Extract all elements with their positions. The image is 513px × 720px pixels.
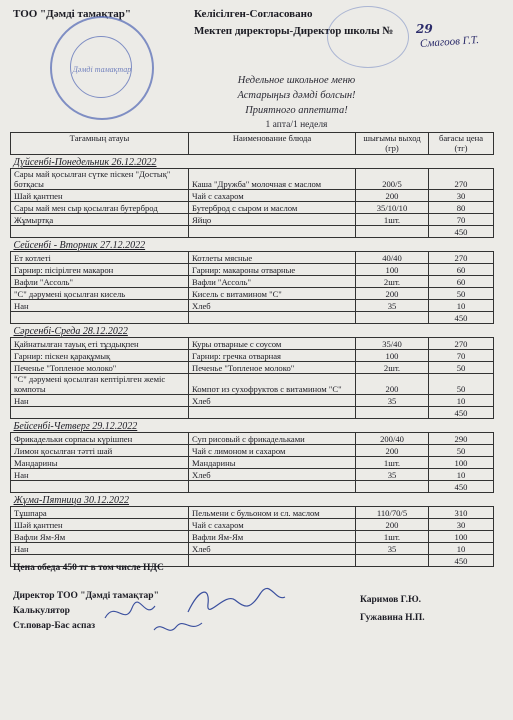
table-row: [11, 214, 494, 226]
russian-greeting: Приятного аппетита!: [245, 105, 348, 116]
dish-yield: 200: [356, 288, 429, 300]
dish-yield: 35/10/10: [356, 202, 429, 214]
dish-name-kz: Вафли "Ассоль": [11, 276, 189, 288]
dish-name-kz: Нан: [11, 469, 189, 481]
dish-name-kz: Гарнир: пісірілген макарон: [11, 264, 189, 276]
day-title: Сейсенбі - Вторник 27.12.2022: [11, 238, 494, 252]
dish-price: 80: [429, 202, 494, 214]
dish-price: 270: [429, 338, 494, 350]
day-total: 450: [429, 226, 494, 238]
dish-yield: 35: [356, 469, 429, 481]
table-row: [11, 395, 494, 407]
dish-price: 10: [429, 395, 494, 407]
dish-name-ru: Суп рисовый с фрикадельками: [189, 433, 356, 445]
table-row: [11, 202, 494, 214]
table-row: [11, 252, 494, 264]
dish-price: 70: [429, 350, 494, 362]
day-title: Дүйсенбі-Понедельник 26.12.2022: [11, 155, 494, 169]
dish-name-ru: Каша "Дружба" молочная с маслом: [189, 169, 356, 190]
menu-table-body: [11, 133, 494, 567]
dish-price: 100: [429, 531, 494, 543]
dish-yield: 40/40: [356, 252, 429, 264]
table-row: [11, 507, 494, 519]
table-row: [11, 445, 494, 457]
table-row: [11, 457, 494, 469]
table-header-cell: Тағамның атауы: [11, 133, 189, 155]
dish-price: 50: [429, 374, 494, 395]
day-heading-row: [11, 155, 494, 169]
dish-name-ru: Хлеб: [189, 543, 356, 555]
menu-title: Недельное школьное меню: [237, 75, 356, 86]
table-header-cell: бағасы цена (тг): [429, 133, 494, 155]
day-heading-row: [11, 419, 494, 433]
dish-name-kz: Сары май қосылған сүтке піскен "Достық" ботқасы: [11, 169, 189, 190]
empty-cell: [189, 481, 356, 493]
table-row: [11, 264, 494, 276]
kazakh-greeting: Астарыңыз дәмді болсын!: [237, 90, 356, 101]
dish-name-ru: Гарнир: макароны отварные: [189, 264, 356, 276]
dish-name-kz: Шәй қантпен: [11, 519, 189, 531]
dish-price: 10: [429, 469, 494, 481]
dish-name-ru: Хлеб: [189, 300, 356, 312]
company-stamp-label: Дәмді тамақтар: [72, 65, 132, 74]
dish-name-ru: Компот из сухофруктов с витамином "С": [189, 374, 356, 395]
empty-cell: [356, 407, 429, 419]
dish-price: 270: [429, 169, 494, 190]
dish-name-kz: Нан: [11, 543, 189, 555]
dish-yield: 35: [356, 300, 429, 312]
table-row: [11, 300, 494, 312]
day-title: Жұма-Пятница 30.12.2022: [11, 493, 494, 507]
empty-cell: [189, 407, 356, 419]
dish-yield: 100: [356, 264, 429, 276]
dish-price: 310: [429, 507, 494, 519]
dish-name-ru: Хлеб: [189, 469, 356, 481]
table-row: [11, 531, 494, 543]
table-header-cell: Наименование блюда: [189, 133, 356, 155]
dish-price: 30: [429, 190, 494, 202]
empty-cell: [11, 226, 189, 238]
day-heading-row: [11, 238, 494, 252]
approval-title: Келісілген-Согласовано: [194, 8, 313, 20]
director-name: Каримов Г.Ю.: [360, 595, 422, 605]
table-row: [11, 169, 494, 190]
dish-yield: 200/5: [356, 169, 429, 190]
empty-cell: [189, 226, 356, 238]
dish-name-ru: Вафли Ям-Ям: [189, 531, 356, 543]
empty-cell: [11, 312, 189, 324]
price-note: Цена обеда 450 тг в том числе НДС: [13, 563, 164, 573]
empty-cell: [356, 312, 429, 324]
dish-price: 60: [429, 264, 494, 276]
dish-price: 50: [429, 362, 494, 374]
table-row: [11, 374, 494, 395]
dish-name-kz: Нан: [11, 300, 189, 312]
cook-handwritten-signature: [150, 615, 210, 640]
dish-name-kz: Мандарины: [11, 457, 189, 469]
day-title: Сәрсенбі-Среда 28.12.2022: [11, 324, 494, 338]
dish-yield: 35/40: [356, 338, 429, 350]
day-total: 450: [429, 481, 494, 493]
dish-yield: 200/40: [356, 433, 429, 445]
dish-yield: 200: [356, 190, 429, 202]
empty-cell: [189, 312, 356, 324]
table-header-cell: шығымы выход (гр): [356, 133, 429, 155]
school-stamp: [327, 6, 409, 68]
dish-name-ru: Гарнир: гречка отварная: [189, 350, 356, 362]
dish-name-kz: Тұшпара: [11, 507, 189, 519]
dish-name-kz: Фрикадельки сорпасы күрішпен: [11, 433, 189, 445]
table-row: [11, 519, 494, 531]
dish-name-kz: "С" дәрумені қосылған кисель: [11, 288, 189, 300]
dish-name-ru: Кисель с витамином "С": [189, 288, 356, 300]
dish-price: 60: [429, 276, 494, 288]
cook-label: Ст.повар-Бас аспаз: [13, 621, 96, 631]
dish-name-kz: "С" дәрумені қосылған кептірілген жеміс компоты: [11, 374, 189, 395]
dish-name-ru: Хлеб: [189, 395, 356, 407]
dish-yield: 200: [356, 519, 429, 531]
dish-name-kz: Жұмыртқа: [11, 214, 189, 226]
dish-name-ru: Куры отварные с соусом: [189, 338, 356, 350]
table-row: [11, 350, 494, 362]
day-total: 450: [429, 407, 494, 419]
week-label: 1 апта/1 неделя: [265, 120, 328, 130]
table-row: [11, 433, 494, 445]
dish-yield: 2шт.: [356, 276, 429, 288]
empty-cell: [11, 407, 189, 419]
day-total-row: [11, 481, 494, 493]
dish-yield: 1шт.: [356, 457, 429, 469]
dish-name-kz: Гарнир: піскен қарақұмық: [11, 350, 189, 362]
dish-price: 100: [429, 457, 494, 469]
dish-yield: 1шт.: [356, 214, 429, 226]
day-total: 450: [429, 555, 494, 567]
dish-name-ru: Чай с сахаром: [189, 190, 356, 202]
dish-name-kz: Лимон қосылған тәтті шай: [11, 445, 189, 457]
day-total-row: [11, 407, 494, 419]
table-header-row: [11, 133, 494, 155]
table-row: [11, 362, 494, 374]
calculator-name: Гужавина Н.П.: [360, 613, 425, 623]
calculator-label: Калькулятор: [13, 606, 70, 616]
menu-table: [10, 132, 494, 567]
dish-yield: 1шт.: [356, 531, 429, 543]
day-total-row: [11, 312, 494, 324]
dish-price: 50: [429, 445, 494, 457]
dish-name-kz: Шай қантпен: [11, 190, 189, 202]
dish-name-ru: Чай с лимоном и сахаром: [189, 445, 356, 457]
table-row: [11, 288, 494, 300]
dish-name-kz: Вафли Ям-Ям: [11, 531, 189, 543]
dish-yield: 35: [356, 395, 429, 407]
dish-name-ru: Мандарины: [189, 457, 356, 469]
dish-price: 10: [429, 300, 494, 312]
table-row: [11, 276, 494, 288]
dish-yield: 35: [356, 543, 429, 555]
day-heading-row: [11, 493, 494, 507]
empty-cell: [356, 555, 429, 567]
dish-name-kz: Қайнатылған тауық еті тұздықпен: [11, 338, 189, 350]
day-title: Бейсенбі-Четверг 29.12.2022: [11, 419, 494, 433]
day-total: 450: [429, 312, 494, 324]
dish-price: 30: [429, 519, 494, 531]
dish-name-ru: Чай с сахаром: [189, 519, 356, 531]
table-row: [11, 338, 494, 350]
empty-cell: [189, 555, 356, 567]
director-signature: Смагоов Г.Т.: [419, 33, 480, 51]
dish-price: 290: [429, 433, 494, 445]
dish-name-ru: Пельмени с бульоном и сл. маслом: [189, 507, 356, 519]
school-number: 29: [416, 22, 433, 36]
dish-price: 270: [429, 252, 494, 264]
dish-price: 50: [429, 288, 494, 300]
day-total-row: [11, 226, 494, 238]
dish-yield: 200: [356, 374, 429, 395]
dish-name-ru: Котлеты мясные: [189, 252, 356, 264]
dish-yield: 100: [356, 350, 429, 362]
dish-name-kz: Сары май мен сыр қосылған бутерброд: [11, 202, 189, 214]
director-label: Директор ТОО "Дәмді тамақтар": [13, 591, 159, 601]
dish-name-ru: Яйцо: [189, 214, 356, 226]
table-row: [11, 543, 494, 555]
dish-price: 10: [429, 543, 494, 555]
dish-name-kz: Ет котлеті: [11, 252, 189, 264]
table-row: [11, 190, 494, 202]
approval-director-line: Мектеп директоры-Директор школы №: [194, 25, 394, 37]
dish-name-kz: Нан: [11, 395, 189, 407]
dish-yield: 110/70/5: [356, 507, 429, 519]
table-row: [11, 469, 494, 481]
dish-name-kz: Печенье "Топленое молоко": [11, 362, 189, 374]
empty-cell: [356, 226, 429, 238]
company-name: ТОО "Дәмді тамақтар": [13, 8, 132, 20]
dish-yield: 200: [356, 445, 429, 457]
dish-name-ru: Бутерброд с сыром и маслом: [189, 202, 356, 214]
day-heading-row: [11, 324, 494, 338]
dish-price: 70: [429, 214, 494, 226]
dish-name-ru: Вафли "Ассоль": [189, 276, 356, 288]
empty-cell: [11, 481, 189, 493]
dish-name-ru: Печенье "Топленое молоко": [189, 362, 356, 374]
dish-yield: 2шт.: [356, 362, 429, 374]
empty-cell: [356, 481, 429, 493]
